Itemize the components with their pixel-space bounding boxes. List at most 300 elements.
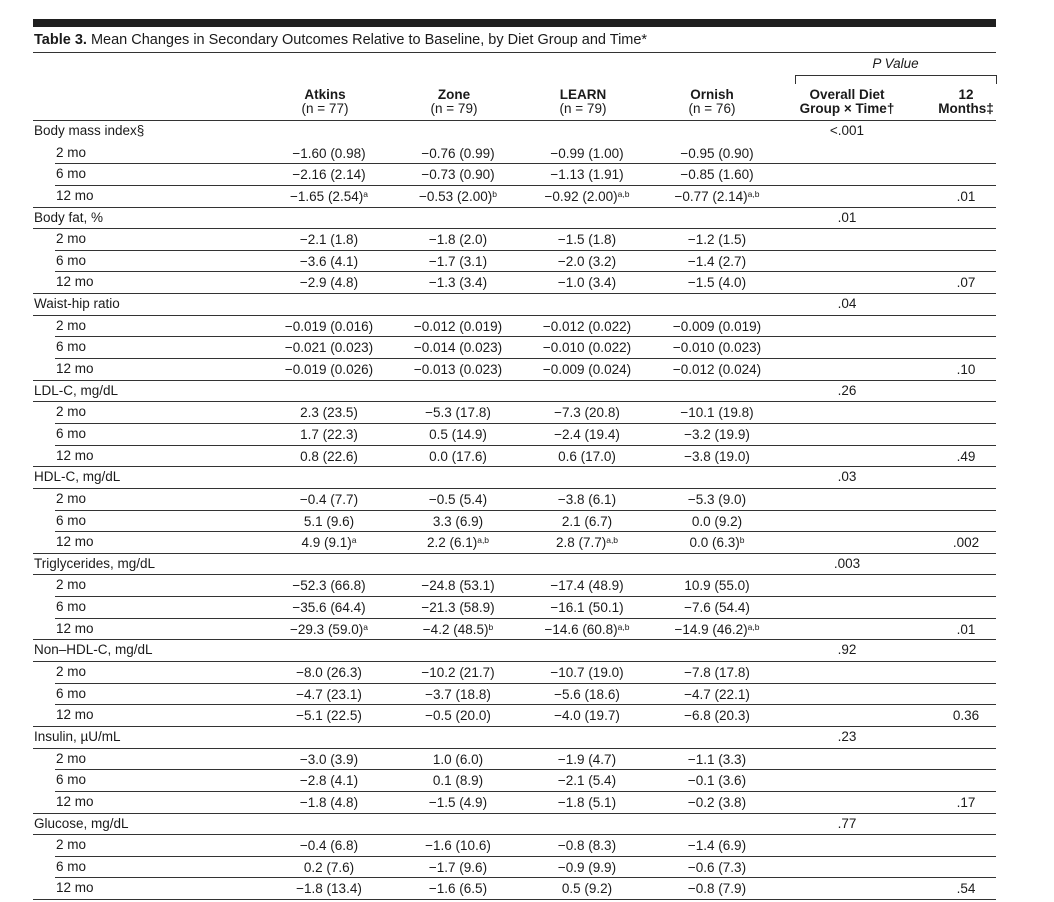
cell-value: −2.1 (1.8) xyxy=(299,232,359,248)
cell-value: −10.1 (19.8) xyxy=(680,405,754,421)
table-cell xyxy=(264,275,394,290)
table-cell xyxy=(264,752,394,767)
table-cell xyxy=(264,665,394,680)
cell-value: −7.6 (54.4) xyxy=(684,600,750,616)
overall-p-value: .23 xyxy=(837,728,857,744)
cell-value: −5.3 (9.0) xyxy=(687,491,747,507)
column-name: Zone xyxy=(437,87,471,102)
table-cell xyxy=(264,319,394,334)
cell-value: 0.0 (17.6) xyxy=(429,448,487,464)
section-row xyxy=(33,814,996,836)
p-value-12-months: .17 xyxy=(956,794,976,810)
cell-value: −0.8 (7.9) xyxy=(687,881,747,897)
cell-value: −10.2 (21.7) xyxy=(421,665,495,681)
table-row xyxy=(33,446,996,468)
footnote-marker: b xyxy=(739,535,745,546)
table-cell xyxy=(393,362,523,377)
table-cell xyxy=(393,665,523,680)
table-cell xyxy=(393,449,523,464)
overall-p-value: .01 xyxy=(837,209,857,225)
cell-value: −2.4 (19.4) xyxy=(554,426,620,442)
table-cell xyxy=(522,535,652,550)
table-row xyxy=(33,164,996,186)
table-cell xyxy=(393,492,523,507)
time-label: 6 mo xyxy=(56,512,87,528)
cell-value: −4.2 (48.5) xyxy=(422,621,489,637)
time-label: 6 mo xyxy=(56,339,87,355)
cell-value: −21.3 (58.9) xyxy=(421,600,495,616)
table-cell xyxy=(264,146,394,161)
table-row xyxy=(33,402,996,424)
table-row xyxy=(33,749,996,771)
cell-value: −1.5 (4.0) xyxy=(687,275,747,291)
footnote-marker: a,b xyxy=(606,535,619,546)
table-row xyxy=(33,532,996,554)
cell-value: −0.92 (2.00) xyxy=(544,188,618,204)
cell-value: −1.6 (6.5) xyxy=(428,881,488,897)
section-label: Non–HDL-C, mg/dL xyxy=(34,642,153,658)
table-cell xyxy=(652,275,782,290)
table-cell xyxy=(522,254,652,269)
time-label: 12 mo xyxy=(56,187,94,203)
time-label: 2 mo xyxy=(56,231,87,247)
table-cell xyxy=(264,535,394,550)
time-label: 2 mo xyxy=(56,404,87,420)
table-cell xyxy=(522,881,652,896)
table-cell xyxy=(393,319,523,334)
cell-value: −0.53 (2.00) xyxy=(419,188,493,204)
cell-value: −0.2 (3.8) xyxy=(687,794,747,810)
column-header-learn xyxy=(523,88,643,116)
cell-value: 0.0 (9.2) xyxy=(691,513,743,529)
cell-value: −3.0 (3.9) xyxy=(299,751,359,767)
cell-value: 10.9 (55.0) xyxy=(684,578,750,594)
table-cell xyxy=(652,838,782,853)
table-cell xyxy=(264,492,394,507)
table-cell xyxy=(652,449,782,464)
table-cell xyxy=(522,600,652,615)
table-cell xyxy=(522,687,652,702)
table-cell xyxy=(264,232,394,247)
table-cell xyxy=(522,146,652,161)
table-row xyxy=(33,424,996,446)
table-cell xyxy=(264,405,394,420)
table-cell xyxy=(652,362,782,377)
cell-value: −5.1 (22.5) xyxy=(296,708,362,724)
cell-value: −1.4 (6.9) xyxy=(687,838,747,854)
section-row xyxy=(33,381,996,403)
cell-value: −0.77 (2.14) xyxy=(674,188,748,204)
cell-value: −0.009 (0.019) xyxy=(672,318,762,334)
cell-value: 2.2 (6.1) xyxy=(426,535,478,551)
table-cell xyxy=(393,535,523,550)
table-cell xyxy=(652,773,782,788)
time-label: 2 mo xyxy=(56,664,87,680)
table-cell xyxy=(522,362,652,377)
table-body xyxy=(33,121,996,900)
time-label: 12 mo xyxy=(56,534,94,550)
p-value-heading: P Value xyxy=(872,56,919,71)
table-cell xyxy=(264,600,394,615)
table-cell xyxy=(652,535,782,550)
table-row xyxy=(33,662,996,684)
table-cell xyxy=(652,708,782,723)
cell-value: −3.7 (18.8) xyxy=(425,686,491,702)
cell-value: −1.0 (3.4) xyxy=(557,275,617,291)
column-name: Ornish xyxy=(690,87,734,102)
table-cell xyxy=(393,687,523,702)
section-row xyxy=(33,294,996,316)
table-cell xyxy=(522,232,652,247)
cell-value: 0.0 (6.3) xyxy=(689,535,740,551)
table-row xyxy=(33,251,996,273)
cell-value: 1.7 (22.3) xyxy=(300,426,358,442)
column-n: (n = 76) xyxy=(688,101,736,116)
cell-value: 5.1 (9.6) xyxy=(303,513,355,529)
column-header-zone xyxy=(394,88,514,116)
cell-value: −0.95 (0.90) xyxy=(680,145,754,161)
cell-value: −2.0 (3.2) xyxy=(557,253,617,269)
footnote-marker: a,b xyxy=(747,188,760,199)
p-value-bracket xyxy=(795,75,997,84)
cell-value: −5.3 (17.8) xyxy=(425,405,491,421)
time-label: 12 mo xyxy=(56,880,94,896)
section-row xyxy=(33,727,996,749)
table-row xyxy=(33,575,996,597)
cell-value: 3.3 (6.9) xyxy=(432,513,484,529)
overall-p-value: .77 xyxy=(837,815,857,831)
p-value-12-months: .10 xyxy=(956,362,976,378)
table-cell xyxy=(393,838,523,853)
table-cell xyxy=(652,340,782,355)
cell-value: −7.3 (20.8) xyxy=(554,405,620,421)
cell-value: −0.014 (0.023) xyxy=(413,340,503,356)
section-label: Body mass index§ xyxy=(34,123,145,138)
table-row xyxy=(33,857,996,879)
section-row xyxy=(33,554,996,576)
table-cell xyxy=(264,860,394,875)
table-cell xyxy=(522,514,652,529)
table-cell xyxy=(393,167,523,182)
cell-value: −0.012 (0.019) xyxy=(413,318,503,334)
time-label: 12 mo xyxy=(56,793,94,809)
table-cell xyxy=(652,492,782,507)
table-row xyxy=(33,186,996,208)
cell-value: −0.9 (9.9) xyxy=(557,859,617,875)
footnote-marker: b xyxy=(492,188,497,199)
overall-p-value: .003 xyxy=(833,555,861,571)
table-top-rule xyxy=(33,19,996,27)
section-row xyxy=(33,640,996,662)
table-cell xyxy=(264,687,394,702)
table-cell xyxy=(264,254,394,269)
table-cell xyxy=(652,189,782,204)
table-cell xyxy=(652,146,782,161)
table-cell xyxy=(652,427,782,442)
cell-value: −1.1 (3.3) xyxy=(687,751,747,767)
table-cell xyxy=(393,622,523,637)
table-cell xyxy=(522,773,652,788)
p-value-12-months: .002 xyxy=(952,535,980,551)
cell-value: −1.8 (5.1) xyxy=(557,794,617,810)
table-cell xyxy=(393,275,523,290)
table-row xyxy=(33,316,996,338)
table-cell xyxy=(393,860,523,875)
cell-value: −8.0 (26.3) xyxy=(296,665,362,681)
cell-value: −1.5 (4.9) xyxy=(428,794,488,810)
cell-value: −0.99 (1.00) xyxy=(550,145,624,161)
cell-value: −4.7 (22.1) xyxy=(684,686,750,702)
table-cell xyxy=(522,492,652,507)
time-label: 6 mo xyxy=(56,166,87,182)
cell-value: −3.6 (4.1) xyxy=(299,253,359,269)
table-cell xyxy=(652,795,782,810)
table-cell xyxy=(522,622,652,637)
footnote-marker: a xyxy=(363,188,368,199)
time-label: 6 mo xyxy=(56,858,87,874)
cell-value: −0.73 (0.90) xyxy=(421,167,495,183)
table-cell xyxy=(652,254,782,269)
table-cell xyxy=(393,405,523,420)
cell-value: −0.8 (8.3) xyxy=(557,838,617,854)
column-n: (n = 77) xyxy=(301,101,349,116)
cell-value: −2.8 (4.1) xyxy=(299,773,359,789)
cell-value: −0.012 (0.022) xyxy=(542,318,632,334)
table-cell xyxy=(522,752,652,767)
table-cell xyxy=(264,795,394,810)
table-cell xyxy=(264,449,394,464)
section-label: Insulin, µU/mL xyxy=(34,728,121,744)
cell-value: −5.6 (18.6) xyxy=(554,686,620,702)
cell-value: −24.8 (53.1) xyxy=(421,578,495,594)
time-label: 12 mo xyxy=(56,447,94,463)
footnote-marker: a xyxy=(363,621,368,632)
table-cell xyxy=(652,405,782,420)
table-cell xyxy=(393,427,523,442)
cell-value: −0.010 (0.022) xyxy=(542,340,632,356)
table-cell xyxy=(522,708,652,723)
table-row xyxy=(33,489,996,511)
section-label: Body fat, % xyxy=(34,209,104,225)
p-value-12-months: .07 xyxy=(956,275,976,291)
cell-value: −0.4 (7.7) xyxy=(299,491,359,507)
cell-value: 2.3 (23.5) xyxy=(300,405,358,421)
table-cell xyxy=(393,752,523,767)
table-row xyxy=(33,597,996,619)
cell-value: −1.5 (1.8) xyxy=(557,232,617,248)
table-cell xyxy=(264,881,394,896)
table-cell xyxy=(652,167,782,182)
p-value-12-months: .01 xyxy=(956,621,976,637)
table-cell xyxy=(393,146,523,161)
table-cell xyxy=(393,708,523,723)
column-header-overall-p xyxy=(782,88,912,116)
cell-value: 4.9 (9.1) xyxy=(301,535,352,551)
time-label: 6 mo xyxy=(56,772,87,788)
table-cell xyxy=(652,600,782,615)
footnote-marker: a xyxy=(351,535,357,546)
cell-value: −0.009 (0.024) xyxy=(542,362,632,378)
cell-value: −1.8 (2.0) xyxy=(428,232,488,248)
table-cell xyxy=(264,838,394,853)
table-cell xyxy=(522,405,652,420)
cell-value: 2.1 (6.7) xyxy=(561,513,613,529)
table-cell xyxy=(393,189,523,204)
cell-value: −0.021 (0.023) xyxy=(284,340,374,356)
section-label: HDL-C, mg/dL xyxy=(34,469,121,485)
table-cell xyxy=(652,232,782,247)
table-row xyxy=(33,770,996,792)
column-name: 12 xyxy=(958,87,974,102)
cell-value: −3.8 (19.0) xyxy=(684,448,750,464)
cell-value: 2.8 (7.7) xyxy=(555,535,607,551)
cell-value: −10.7 (19.0) xyxy=(550,665,624,681)
cell-value: 0.6 (17.0) xyxy=(558,448,616,464)
table-row xyxy=(33,835,996,857)
time-label: 2 mo xyxy=(56,144,87,160)
table-cell xyxy=(393,514,523,529)
column-name: Overall Diet xyxy=(809,87,885,102)
table-cell xyxy=(393,795,523,810)
cell-value: −52.3 (66.8) xyxy=(292,578,366,594)
cell-value: −3.8 (6.1) xyxy=(557,491,617,507)
section-row xyxy=(33,121,996,143)
time-label: 2 mo xyxy=(56,750,87,766)
table-row xyxy=(33,684,996,706)
time-label: 2 mo xyxy=(56,837,87,853)
cell-value: −0.4 (6.8) xyxy=(299,838,359,854)
cell-value: −35.6 (64.4) xyxy=(292,600,366,616)
column-name-line2: Months‡ xyxy=(938,101,994,116)
footnote-marker: a,b xyxy=(747,621,760,632)
overall-p-value: .26 xyxy=(837,382,857,398)
table-cell xyxy=(393,773,523,788)
section-row xyxy=(33,208,996,230)
overall-p-value: .92 xyxy=(837,642,857,658)
cell-value: −1.8 (13.4) xyxy=(296,881,362,897)
footnote-marker: a,b xyxy=(477,535,490,546)
table-cell xyxy=(652,514,782,529)
cell-value: −0.1 (3.6) xyxy=(687,773,747,789)
table-cell xyxy=(393,232,523,247)
cell-value: 0.5 (9.2) xyxy=(561,881,613,897)
section-label: Glucose, mg/dL xyxy=(34,815,129,831)
table-cell xyxy=(652,578,782,593)
table-cell xyxy=(522,167,652,182)
cell-value: −0.010 (0.023) xyxy=(672,340,762,356)
column-header-atkins xyxy=(265,88,385,116)
table-number: Table 3. xyxy=(34,32,87,48)
column-header-12-months-p xyxy=(922,88,1010,116)
table-cell xyxy=(652,752,782,767)
cell-value: −0.019 (0.016) xyxy=(284,318,374,334)
time-label: 12 mo xyxy=(56,274,94,290)
table-cell xyxy=(522,860,652,875)
table-cell xyxy=(264,362,394,377)
time-label: 2 mo xyxy=(56,317,87,333)
table-cell xyxy=(264,578,394,593)
time-label: 12 mo xyxy=(56,361,94,377)
cell-value: −4.0 (19.7) xyxy=(554,708,620,724)
cell-value: −6.8 (20.3) xyxy=(684,708,750,724)
time-label: 12 mo xyxy=(56,707,94,723)
cell-value: −0.76 (0.99) xyxy=(421,145,495,161)
table-cell xyxy=(264,622,394,637)
table-cell xyxy=(522,838,652,853)
cell-value: −0.5 (20.0) xyxy=(425,708,491,724)
footnote-marker: a,b xyxy=(617,621,630,632)
table-cell xyxy=(522,578,652,593)
table-cell xyxy=(264,189,394,204)
cell-value: −1.13 (1.91) xyxy=(550,167,624,183)
overall-p-value: .03 xyxy=(837,469,857,485)
time-label: 6 mo xyxy=(56,252,87,268)
time-label: 12 mo xyxy=(56,620,94,636)
time-label: 6 mo xyxy=(56,425,87,441)
cell-value: 0.2 (7.6) xyxy=(303,859,355,875)
cell-value: −7.8 (17.8) xyxy=(684,665,750,681)
footnote-marker: a,b xyxy=(617,188,630,199)
table-caption xyxy=(34,31,994,49)
table-row xyxy=(33,792,996,814)
cell-value: −3.2 (19.9) xyxy=(684,426,750,442)
p-value-12-months: 0.36 xyxy=(952,708,980,724)
table-cell xyxy=(652,665,782,680)
section-label: Triglycerides, mg/dL xyxy=(34,555,156,571)
cell-value: −1.7 (9.6) xyxy=(428,859,488,875)
time-label: 2 mo xyxy=(56,577,87,593)
overall-p-value: <.001 xyxy=(829,123,865,138)
table-row xyxy=(33,272,996,294)
table-cell xyxy=(264,708,394,723)
table-cell xyxy=(522,340,652,355)
cell-value: −1.65 (2.54) xyxy=(290,188,364,204)
p-value-12-months: .54 xyxy=(956,881,976,897)
table-cell xyxy=(652,860,782,875)
column-header-ornish xyxy=(652,88,772,116)
cell-value: −0.6 (7.3) xyxy=(687,859,747,875)
cell-value: −0.013 (0.023) xyxy=(413,362,503,378)
table-cell xyxy=(522,275,652,290)
table-cell xyxy=(264,773,394,788)
table-cell xyxy=(393,254,523,269)
cell-value: −1.8 (4.8) xyxy=(299,794,359,810)
table-cell xyxy=(652,319,782,334)
cell-value: 1.0 (6.0) xyxy=(432,751,484,767)
table-cell xyxy=(652,687,782,702)
cell-value: −4.7 (23.1) xyxy=(296,686,362,702)
column-name: LEARN xyxy=(559,87,607,102)
cell-value: −29.3 (59.0) xyxy=(290,621,364,637)
time-label: 6 mo xyxy=(56,599,87,615)
column-name: Atkins xyxy=(304,87,346,102)
table-row xyxy=(33,143,996,165)
cell-value: −1.2 (1.5) xyxy=(687,232,747,248)
cell-value: −14.6 (60.8) xyxy=(544,621,618,637)
table-row xyxy=(33,359,996,381)
section-label: Waist-hip ratio xyxy=(34,296,120,312)
cell-value: −2.1 (5.4) xyxy=(557,773,617,789)
cell-value: −0.019 (0.026) xyxy=(284,362,374,378)
column-name-line2: Group × Time† xyxy=(799,101,895,116)
footnote-marker: b xyxy=(488,621,494,632)
cell-value: −2.16 (2.14) xyxy=(292,167,366,183)
table-row xyxy=(33,619,996,641)
cell-value: −16.1 (50.1) xyxy=(550,600,624,616)
overall-p-value: .04 xyxy=(837,296,857,312)
table-cell xyxy=(393,881,523,896)
table-cell xyxy=(522,449,652,464)
